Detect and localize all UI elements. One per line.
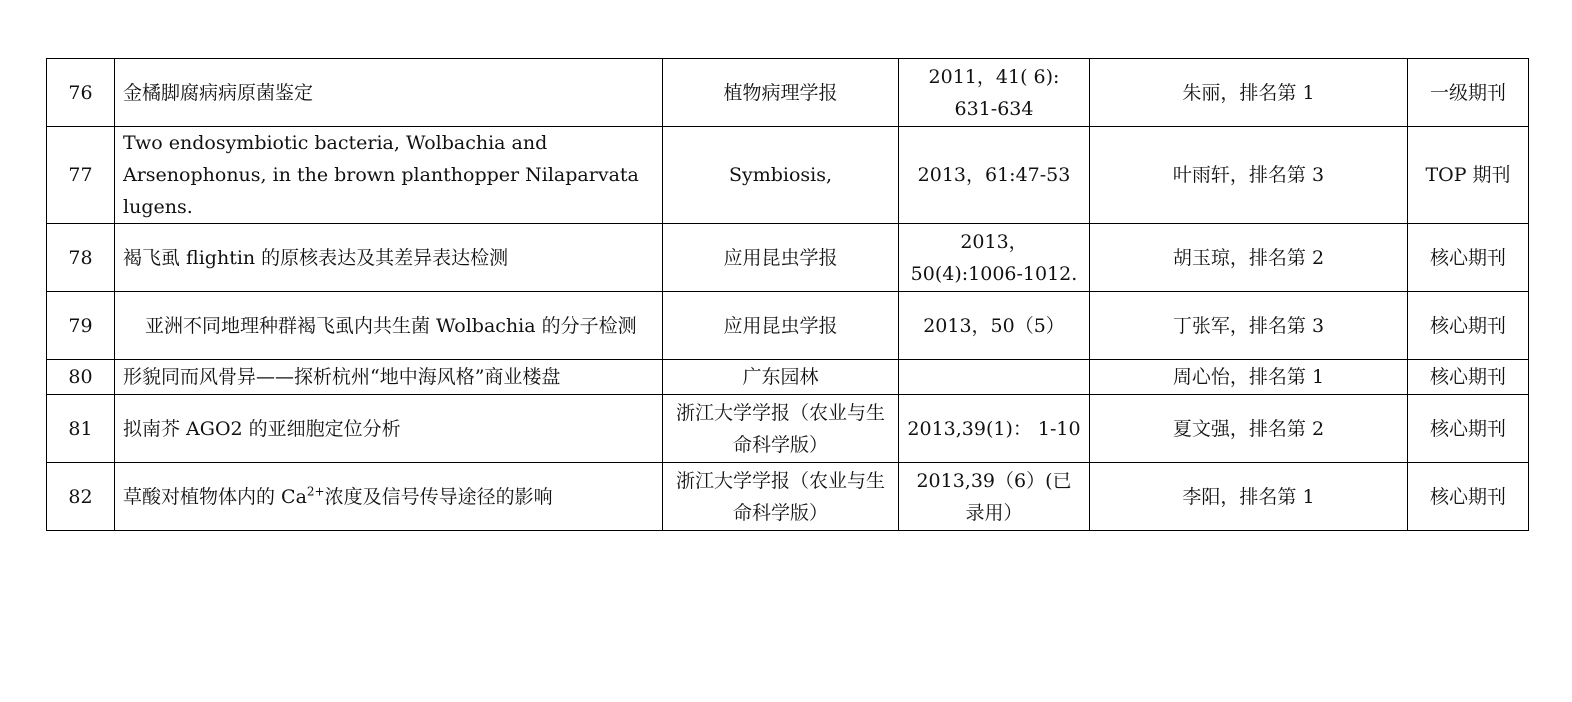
row-number: 80 — [47, 360, 115, 395]
journal-name: 应用昆虫学报 — [663, 292, 899, 360]
author-rank: 丁张军，排名第 3 — [1090, 292, 1408, 360]
publication-info: 2013,39（6）(已录用） — [899, 463, 1090, 531]
journal-name: 浙江大学学报（农业与生命科学版） — [663, 395, 899, 463]
author-rank: 周心怡，排名第 1 — [1090, 360, 1408, 395]
publication-info: 2013，61:47-53 — [899, 127, 1090, 224]
author-rank: 夏文强，排名第 2 — [1090, 395, 1408, 463]
journal-level: 核心期刊 — [1408, 292, 1529, 360]
journal-level: 核心期刊 — [1408, 224, 1529, 292]
paper-title-text: 草酸对植物体内的 Ca — [123, 485, 307, 508]
paper-title: 金橘脚腐病病原菌鉴定 — [115, 59, 663, 127]
author-rank: 朱丽，排名第 1 — [1090, 59, 1408, 127]
paper-title — [115, 292, 663, 360]
table-row — [47, 224, 1529, 292]
journal-level: 核心期刊 — [1408, 395, 1529, 463]
row-number: 76 — [47, 59, 115, 127]
journal-name: 植物病理学报 — [663, 59, 899, 127]
author-rank: 李阳，排名第 1 — [1090, 463, 1408, 531]
journal-level: 核心期刊 — [1408, 360, 1529, 395]
author-rank: 胡玉琼，排名第 2 — [1090, 224, 1408, 292]
journal-name: 广东园林 — [663, 360, 899, 395]
publication-info — [899, 360, 1090, 395]
table-row — [47, 292, 1529, 360]
publication-info: 2013，50（5） — [899, 292, 1090, 360]
paper-title: 褐飞虱 flightin 的原核表达及其差异表达检测 — [115, 224, 663, 292]
publication-info: 2013， 50(4):1006-1012. — [899, 224, 1090, 292]
row-number: 78 — [47, 224, 115, 292]
table-row — [47, 59, 1529, 127]
author-rank: 叶雨轩，排名第 3 — [1090, 127, 1408, 224]
journal-level: TOP 期刊 — [1408, 127, 1529, 224]
journal-name: Symbiosis, — [663, 127, 899, 224]
table-row — [47, 127, 1529, 224]
journal-level: 核心期刊 — [1408, 463, 1529, 531]
row-number: 81 — [47, 395, 115, 463]
row-number: 82 — [47, 463, 115, 531]
paper-title — [115, 463, 663, 531]
superscript-charge: 2+ — [306, 484, 325, 499]
table-row — [47, 360, 1529, 395]
publications-table — [46, 58, 1529, 531]
row-number: 77 — [47, 127, 115, 224]
table-row — [47, 463, 1529, 531]
publication-info: 2011，41( 6): 631-634 — [899, 59, 1090, 127]
paper-title-text-rest: 浓度及信号传导途径的影响 — [324, 485, 553, 508]
journal-level: 一级期刊 — [1408, 59, 1529, 127]
paper-title: 拟南芥 AGO2 的亚细胞定位分析 — [115, 395, 663, 463]
row-number: 79 — [47, 292, 115, 360]
table-row — [47, 395, 1529, 463]
paper-title: 形貌同而风骨异——探析杭州“地中海风格”商业楼盘 — [115, 360, 663, 395]
journal-name: 应用昆虫学报 — [663, 224, 899, 292]
journal-name: 浙江大学学报（农业与生命科学版） — [663, 463, 899, 531]
publication-info: 2013,39(1)： 1-10 — [899, 395, 1090, 463]
paper-title: Two endosymbiotic bacteria, Wolbachia and Arsenophonus, in the brown planthopper Nilaparvata lugens. — [115, 127, 663, 224]
paper-title-text: 亚洲不同地理种群褐飞虱内共生菌 Wolbachia 的分子检测 — [145, 314, 637, 337]
